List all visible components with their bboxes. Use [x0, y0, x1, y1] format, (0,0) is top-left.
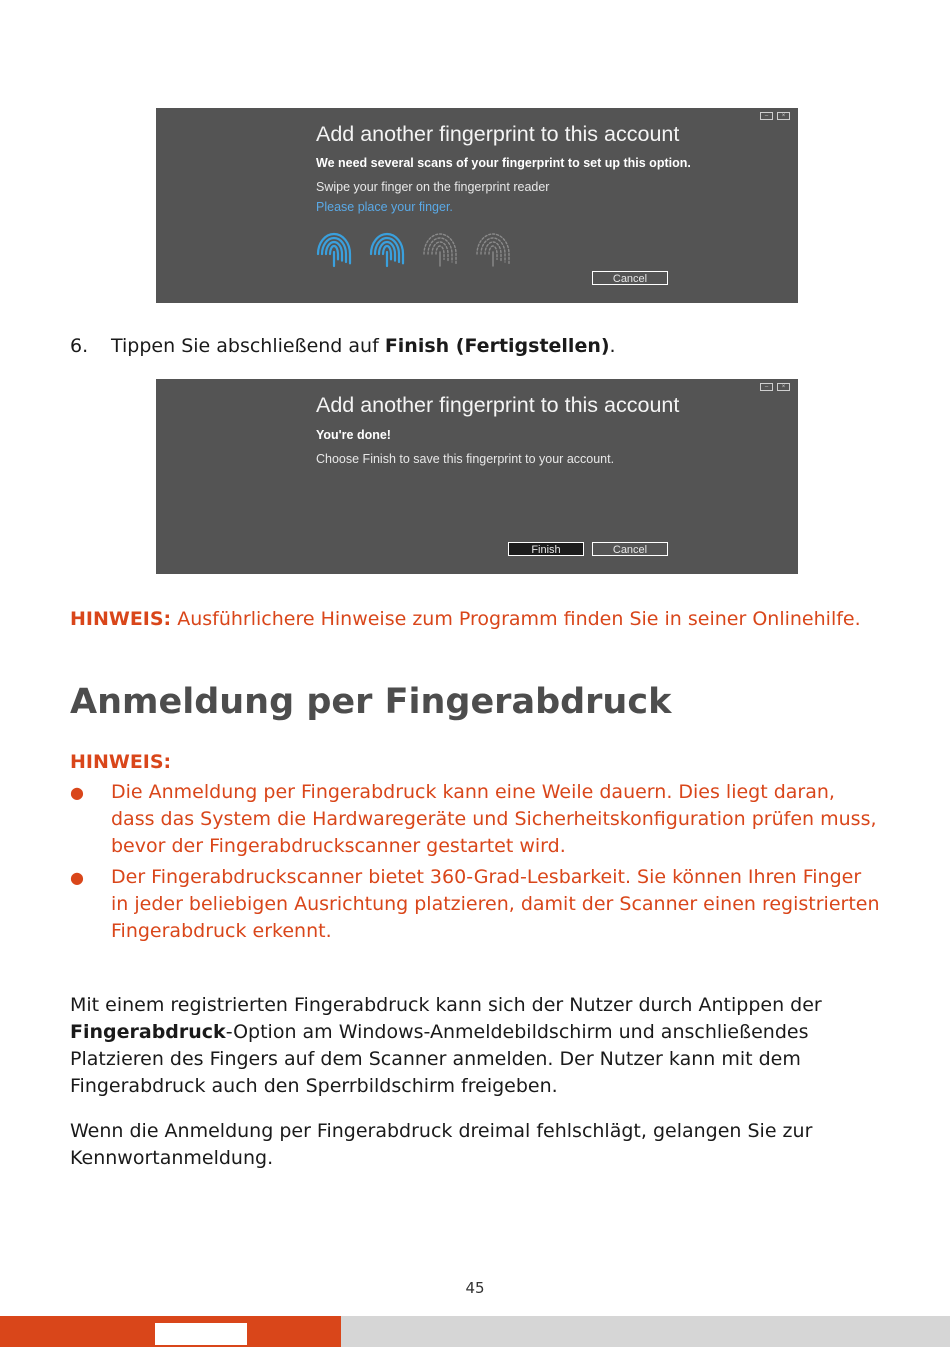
- fingerprint-icon: [422, 228, 458, 272]
- bullet-text: Der Fingerabdruckscanner bietet 360-Grad-Lesbarkeit. Sie können Ihren Finger in jeder beliebigen Ausrichtung platzieren, damit der Scanner einen registrierten Fingerabdruck erkennt.: [111, 866, 880, 942]
- note-label: HINWEIS:: [70, 751, 172, 773]
- paragraph-password-fallback: Wenn die Anmeldung per Fingerabdruck dreimal fehlschlägt, gelangen Sie zur Kennwortanmeldung.: [70, 1120, 813, 1169]
- fingerprint-dialog-done: [156, 379, 798, 574]
- section-heading: Anmeldung per Fingerabdruck: [70, 682, 672, 722]
- step-bold: Finish (Fertigstellen): [384, 335, 610, 357]
- footer-marker: [155, 1323, 247, 1345]
- note-bullets: [70, 779, 880, 949]
- bullet-icon: ●: [70, 868, 84, 887]
- minimize-icon[interactable]: –: [760, 383, 773, 391]
- cancel-button[interactable]: Cancel: [592, 542, 668, 556]
- paragraph-bold: Fingerabdruck: [70, 1021, 226, 1043]
- fingerprint-progress: [316, 228, 511, 272]
- close-icon[interactable]: ×: [777, 383, 790, 391]
- note-text: Ausführlichere Hinweise zum Programm finden Sie in seiner Onlinehilfe.: [171, 608, 861, 630]
- dialog-subtitle: We need several scans of your fingerprint to set up this option.: [316, 156, 691, 170]
- window-controls: [760, 112, 790, 120]
- dialog-title: Add another fingerprint to this account: [316, 122, 680, 146]
- dialog-instruction: Swipe your finger on the fingerprint reader: [316, 180, 550, 194]
- bullet-icon: ●: [70, 783, 84, 802]
- footer-bar: [0, 1316, 950, 1347]
- step-text-end: .: [609, 335, 616, 357]
- dialog-title: Add another fingerprint to this account: [316, 393, 680, 417]
- close-icon[interactable]: ×: [777, 112, 790, 120]
- dialog-subtitle: You're done!: [316, 428, 391, 442]
- step-text: Tippen Sie abschließend auf: [111, 335, 385, 357]
- fingerprint-icon: [475, 228, 511, 272]
- bullet-text: Die Anmeldung per Fingerabdruck kann eine Weile dauern. Dies liegt daran, dass das System die Hardwaregeräte und Sicherheitskonfiguration prüfen muss, bevor der Fingerabdruckscanner gestartet wird.: [111, 781, 877, 857]
- dialog-prompt: Please place your finger.: [316, 200, 453, 214]
- minimize-icon[interactable]: –: [760, 112, 773, 120]
- step-6: [70, 335, 616, 357]
- list-item: [70, 779, 880, 860]
- list-item: [70, 864, 880, 945]
- step-number: 6.: [70, 335, 89, 357]
- fingerprint-icon: [369, 228, 405, 272]
- paragraph-text: Mit einem registrierten Fingerabdruck kann sich der Nutzer durch Antippen der: [70, 994, 822, 1016]
- note-online-help: [70, 606, 870, 633]
- paragraph-fingerprint-login: [70, 992, 880, 1100]
- page-number: 45: [465, 1279, 485, 1297]
- fingerprint-dialog-scanning: [156, 108, 798, 303]
- note-label: HINWEIS:: [70, 608, 172, 630]
- note-label-2: [70, 749, 870, 776]
- dialog-instruction: Choose Finish to save this fingerprint to your account.: [316, 452, 615, 466]
- fingerprint-icon: [316, 228, 352, 272]
- cancel-button[interactable]: Cancel: [592, 271, 668, 285]
- window-controls: [760, 383, 790, 391]
- finish-button[interactable]: Finish: [508, 542, 584, 556]
- paragraph-text-end: -Option am Windows-Anmeldebildschirm und anschließendes Platzieren des Fingers auf dem Scanner anmelden. Der Nutzer kann mit dem Fingerabdruck auch den Sperrbildschirm freigeben.: [70, 1021, 809, 1097]
